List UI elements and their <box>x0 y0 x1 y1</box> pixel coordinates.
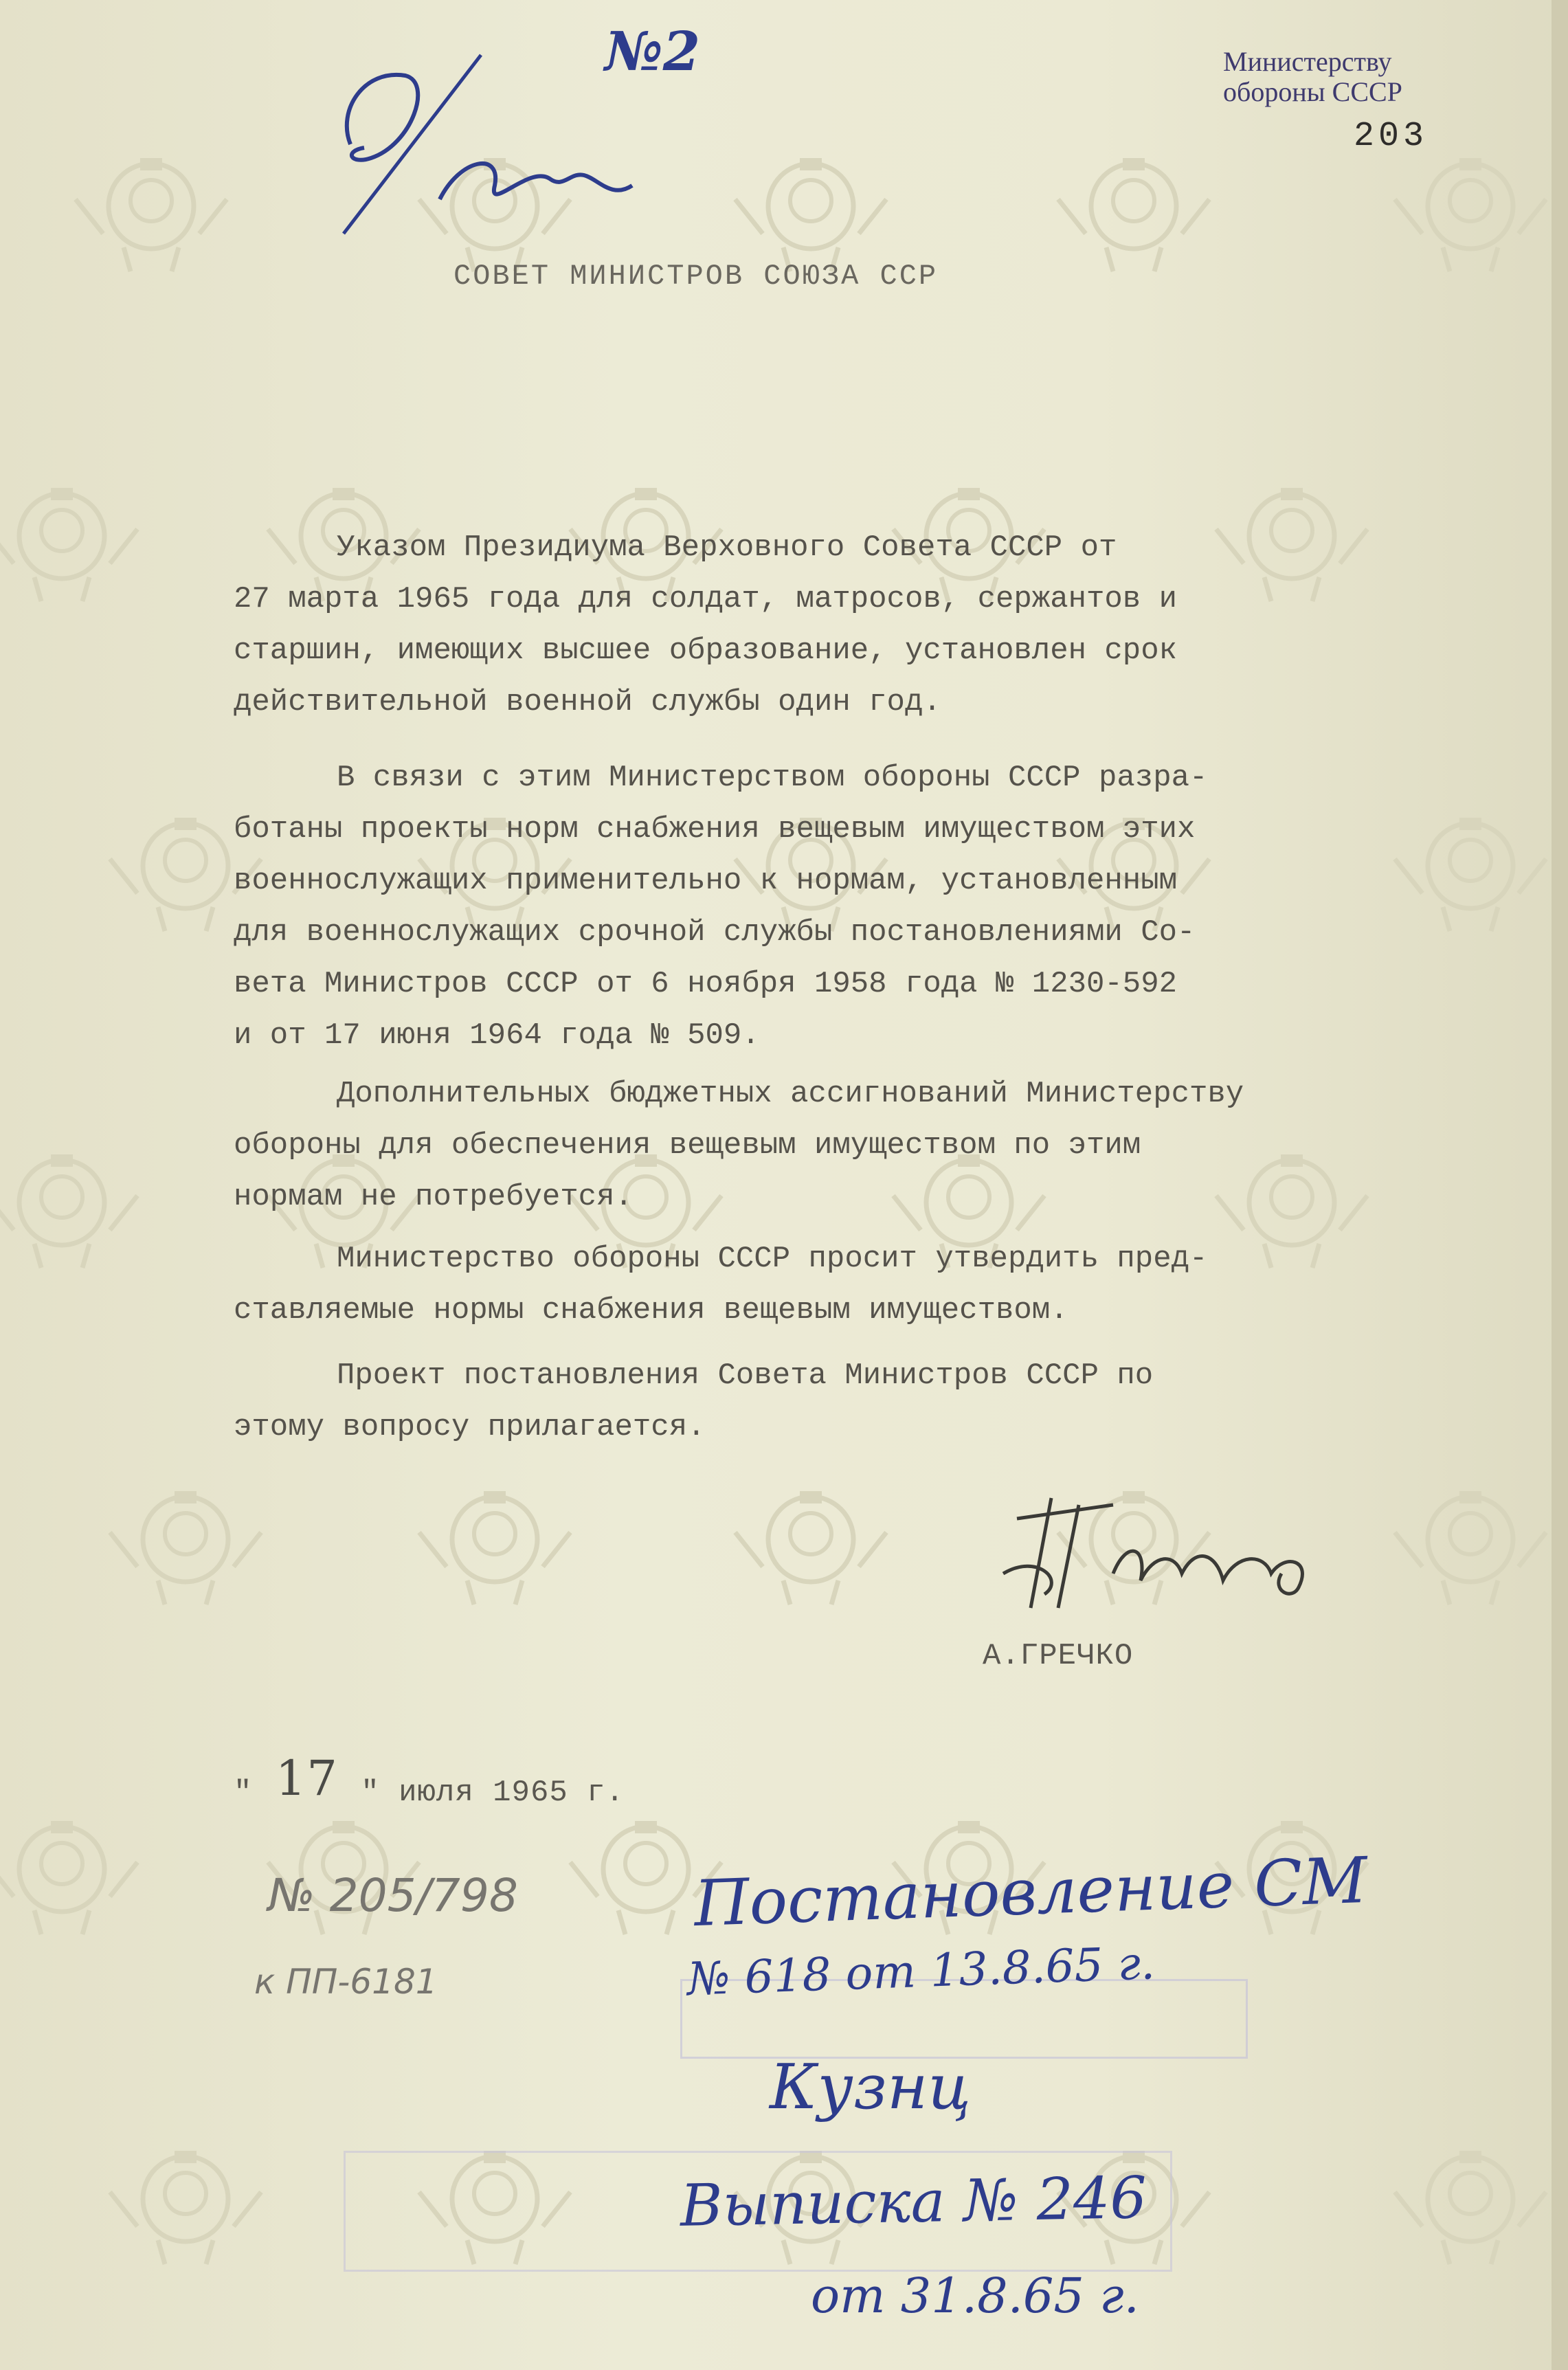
text-line: военнослужащих применительно к нормам, установленным <box>234 864 1178 898</box>
text-line: ботаны проекты норм снабжения вещевым имуществом этих <box>234 812 1196 847</box>
watermark-emblem <box>76 158 227 271</box>
watermark-emblem <box>1395 1491 1546 1605</box>
paragraph-5 <box>234 1350 1360 1453</box>
watermark-emblem <box>735 158 886 271</box>
watermark-emblem <box>0 1821 137 1934</box>
stamp-number: 203 <box>1354 117 1429 156</box>
text-line: для военнослужащих срочной службы постановлениями Со- <box>234 915 1196 950</box>
text-line: и от 17 июня 1964 года № 509. <box>234 1018 760 1053</box>
date-rest: июля 1965 г. <box>399 1776 625 1810</box>
pencil-reference: к ПП-6181 <box>254 1962 438 2002</box>
text-line: Указом Президиума Верховного Совета СССР от <box>337 530 1117 565</box>
paragraph-3 <box>234 1069 1360 1223</box>
ink-note-resolution: Постановление СМ <box>693 1843 1369 1941</box>
stamp-line-1: Министерству <box>1223 46 1392 77</box>
paragraph-4 <box>234 1233 1360 1337</box>
text-line: старшин, имеющих высшее образование, установлен срок <box>234 634 1178 668</box>
text-line: Министерство обороны СССР просит утвердить пред- <box>337 1242 1208 1276</box>
stamp-line-2: обороны СССР <box>1223 76 1402 107</box>
watermark-emblem <box>735 1491 886 1605</box>
watermark-emblem <box>1395 818 1546 931</box>
document-title: СОВЕТ МИНИСТРОВ СОЮЗА ССР <box>453 260 939 293</box>
watermark-emblem <box>1395 158 1546 271</box>
pencil-registration-number: № 205/798 <box>268 1869 518 1922</box>
watermark-emblem <box>0 1154 137 1268</box>
text-line: В связи с этим Министерством обороны СССР разра- <box>337 761 1208 795</box>
text-line: ставляемые нормы снабжения вещевым имуществом. <box>234 1293 1068 1328</box>
paragraph-2 <box>234 752 1360 1062</box>
handwritten-number-mark: №2 <box>605 21 701 83</box>
ink-note-extract: Выписка № 246 <box>680 2164 1147 2239</box>
ink-note-resolution-number: № 618 от 13.8.65 г. <box>686 1936 1156 2006</box>
signatory-name: А.ГРЕЧКО <box>983 1639 1134 1673</box>
watermark-emblem <box>1395 2151 1546 2264</box>
watermark-emblem <box>110 1491 261 1605</box>
watermark-emblem <box>1058 158 1209 271</box>
watermark-emblem <box>110 2151 261 2264</box>
date-close-quote: " <box>361 1776 380 1810</box>
text-line: Дополнительных бюджетных ассигнований Министерству <box>337 1077 1244 1111</box>
recipient-stamp <box>1223 47 1402 107</box>
text-line: нормам не потребуется. <box>234 1180 633 1214</box>
text-line: 27 марта 1965 года для солдат, матросов, сержантов и <box>234 582 1178 616</box>
ink-initials: Кузнц <box>770 2051 972 2123</box>
text-line: Проект постановления Совета Министров СССР по <box>337 1359 1154 1393</box>
paragraph-1 <box>234 522 1360 728</box>
document-date <box>234 1750 625 1812</box>
watermark-emblem <box>419 1491 570 1605</box>
text-line: вета Министров СССР от 6 ноября 1958 года № 1230-592 <box>234 967 1178 1001</box>
text-line: действительной военной службы один год. <box>234 685 941 719</box>
date-day-handwritten: 17 <box>275 1750 338 1807</box>
ink-note-extract-date: от 31.8.65 г. <box>811 2268 1139 2324</box>
text-line: обороны для обеспечения вещевым имуществом по этим <box>234 1128 1141 1163</box>
date-open-quote: " <box>234 1776 253 1810</box>
text-line: этому вопросу прилагается. <box>234 1410 706 1444</box>
watermark-emblem <box>0 488 137 601</box>
signature-handwritten <box>976 1471 1360 1629</box>
